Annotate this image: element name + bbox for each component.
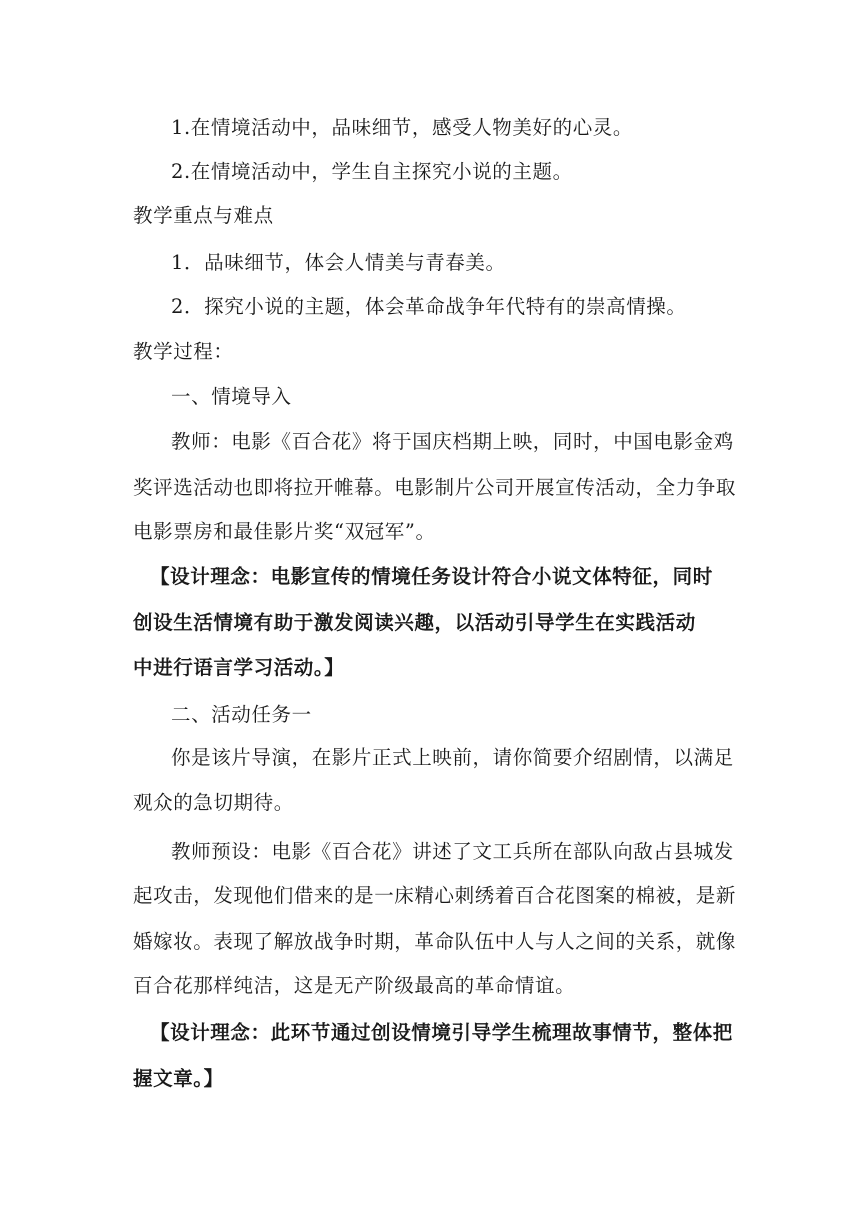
paragraph-line: 奖评选活动也即将拉开帷幕。电影制片公司开展宣传活动，全力争取 xyxy=(133,476,737,499)
objective-1: 1.在情境活动中，品味细节，感受人物美好的心灵。 xyxy=(171,116,634,139)
heading-key-points: 教学重点与难点 xyxy=(133,204,274,227)
paragraph-line: 起攻击，发现他们借来的是一床精心刺绣着百合花图案的棉被，是新 xyxy=(133,884,737,907)
heading-process: 教学过程： xyxy=(133,340,234,363)
design-note-line: 握文章。】 xyxy=(133,1067,224,1090)
paragraph-line: 百合花那样纯洁，这是无产阶级最高的革命情谊。 xyxy=(133,974,576,997)
design-note-line: 【设计理念：电影宣传的情境任务设计符合小说文体特征，同时 xyxy=(150,565,713,588)
paragraph-line: 教师：电影《百合花》将于国庆档期上映，同时，中国电影金鸡 xyxy=(171,430,734,453)
section-2-title: 二、活动任务一 xyxy=(171,703,312,726)
design-note-line: 创设生活情境有助于激发阅读兴趣，以活动引导学生在实践活动 xyxy=(133,611,696,634)
task-line: 观众的急切期待。 xyxy=(133,791,294,814)
paragraph-line: 婚嫁妆。表现了解放战争时期，革命队伍中人与人之间的关系，就像 xyxy=(133,930,737,953)
design-note-line: 【设计理念：此环节通过创设情境引导学生梳理故事情节，整体把 xyxy=(150,1021,733,1044)
objective-2: 2.在情境活动中，学生自主探究小说的主题。 xyxy=(171,160,573,183)
task-line: 你是该片导演，在影片正式上映前，请你简要介绍剧情，以满足 xyxy=(171,746,734,769)
key-point-1: 1．品味细节，体会人情美与青春美。 xyxy=(171,251,506,274)
section-1-title: 一、情境导入 xyxy=(171,385,292,408)
paragraph-line: 电影票房和最佳影片奖“双冠军”。 xyxy=(133,520,436,543)
key-point-2: 2．探究小说的主题，体会革命战争年代特有的崇高情操。 xyxy=(171,295,687,318)
paragraph-line: 教师预设：电影《百合花》讲述了文工兵所在部队向敌占县城发 xyxy=(171,840,734,863)
design-note-line: 中进行语言学习活动。】 xyxy=(133,656,345,679)
